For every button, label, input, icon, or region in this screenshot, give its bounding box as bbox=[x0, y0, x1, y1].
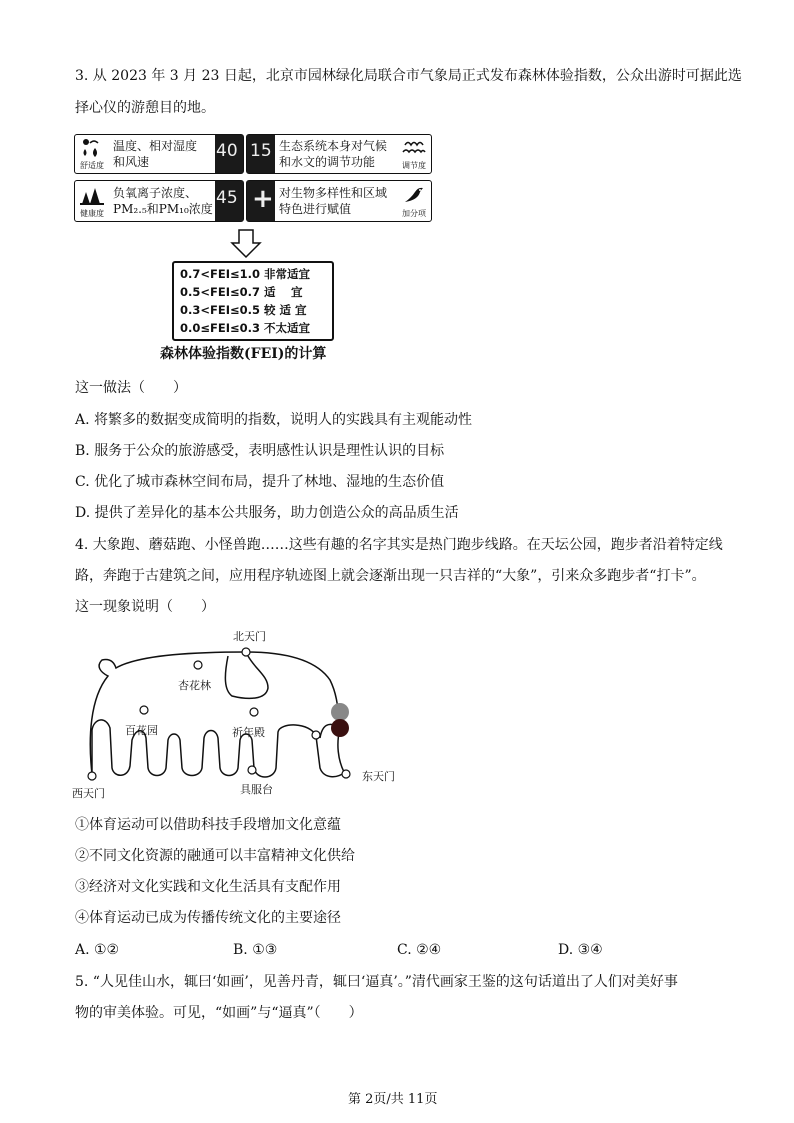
comfort-icon bbox=[77, 137, 107, 159]
q4-line-1: 4. 大象跑、蘑菇跑、小怪兽跑……这些有趣的名字其实是热门跑步线路。在天坛公园，跑步者沿着特定线 bbox=[75, 537, 723, 553]
q3-line-1: 3. 从 2023 年 3 月 23 日起，北京市园林绿化局联合市气象局正式发布森林体验指数，公众出游时可据此选 bbox=[75, 68, 742, 84]
q3-option-a: A. 将繁多的数据变成简明的指数，说明人的实践具有主观能动性 bbox=[75, 412, 473, 428]
comfort-text-2: 和风速 bbox=[113, 155, 150, 169]
down-arrow-icon bbox=[230, 229, 262, 259]
elephant-route-map bbox=[70, 628, 410, 800]
q4-choice-b: B. ①③ bbox=[233, 942, 278, 958]
q3-stem: 这一做法（ ） bbox=[75, 380, 187, 396]
label-hundred-flowers: 百花园 bbox=[125, 724, 158, 737]
fei-level-4: 0.0≤FEI≤0.3 不太适宜 bbox=[180, 321, 311, 335]
q4-statement-1: ①体育运动可以借助科技手段增加文化意蕴 bbox=[75, 817, 341, 833]
label-north-gate: 北天门 bbox=[233, 630, 266, 643]
q4-line-2: 路，奔跑于古建筑之间，应用程序轨迹图上就会逐渐出现一只吉祥的“大象”，引来众多跑步者“打卡”。 bbox=[75, 568, 706, 584]
regulation-text-2: 和水文的调节功能 bbox=[279, 155, 376, 169]
comfort-panel bbox=[74, 134, 244, 174]
q3-line-2: 择心仪的游憩目的地。 bbox=[75, 100, 215, 116]
route-path bbox=[70, 628, 410, 800]
q4-line-3: 这一现象说明（ ） bbox=[75, 599, 215, 615]
label-prayer-hall: 祈年殿 bbox=[232, 726, 265, 739]
regulation-label: 调节度 bbox=[402, 161, 426, 170]
bonus-text-1: 对生物多样性和区域 bbox=[279, 186, 388, 200]
comfort-label: 舒适度 bbox=[80, 161, 104, 170]
q4-statement-4: ④体育运动已成为传播传统文化的主要途径 bbox=[75, 910, 341, 926]
bonus-label: 加分项 bbox=[402, 209, 426, 218]
fei-level-box bbox=[172, 261, 334, 341]
q5-line-1: 5. “人见佳山水，辄曰‘如画’，见善丹青，辄曰‘逼真’。”清代画家王鉴的这句话道出了人们对美好事 bbox=[75, 974, 678, 990]
q3-option-b: B. 服务于公众的旅游感受，表明感性认识是理性认识的目标 bbox=[75, 443, 445, 459]
page-footer: 第 2页/共 11页 bbox=[348, 1092, 438, 1107]
plus-icon: + bbox=[252, 184, 274, 214]
label-east-gate: 东天门 bbox=[362, 770, 395, 783]
fei-caption: 森林体验指数(FEI)的计算 bbox=[160, 346, 327, 362]
bird-icon bbox=[399, 184, 429, 206]
health-weight: 45 bbox=[216, 188, 238, 208]
label-apricot-grove: 杏花林 bbox=[178, 679, 211, 692]
waves-icon bbox=[399, 137, 429, 159]
bonus-text-2: 特色进行赋值 bbox=[279, 202, 352, 216]
health-panel bbox=[74, 180, 244, 222]
trees-icon bbox=[77, 184, 107, 206]
health-text-1: 负氧离子浓度、 bbox=[113, 186, 198, 200]
fei-level-2: 0.5<FEI≤0.7 适 宜 bbox=[180, 285, 303, 299]
comfort-weight: 40 bbox=[216, 141, 238, 161]
bonus-panel bbox=[246, 180, 432, 222]
q3-option-d: D. 提供了差异化的基本公共服务，助力创造公众的高品质生活 bbox=[75, 505, 459, 521]
fei-level-3: 0.3<FEI≤0.5 较 适 宜 bbox=[180, 303, 307, 317]
q4-statement-3: ③经济对文化实践和文化生活具有支配作用 bbox=[75, 879, 341, 895]
fei-level-1: 0.7<FEI≤1.0 非常适宜 bbox=[180, 267, 311, 281]
q5-line-2: 物的审美体验。可见，“如画”与“逼真”（ ） bbox=[75, 1005, 363, 1021]
health-text-2: PM₂.₅和PM₁₀浓度 bbox=[113, 202, 213, 216]
q4-choice-a: A. ①② bbox=[75, 942, 120, 958]
regulation-weight: 15 bbox=[250, 141, 272, 161]
q3-option-c: C. 优化了城市森林空间布局，提升了林地、湿地的生态价值 bbox=[75, 474, 445, 490]
label-west-gate: 西天门 bbox=[72, 787, 105, 800]
q4-statement-2: ②不同文化资源的融通可以丰富精神文化供给 bbox=[75, 848, 355, 864]
regulation-panel bbox=[246, 134, 432, 174]
health-label: 健康度 bbox=[80, 209, 104, 218]
q4-choice-c: C. ②④ bbox=[397, 942, 442, 958]
regulation-text-1: 生态系统本身对气候 bbox=[279, 139, 388, 153]
q4-choice-d: D. ③④ bbox=[558, 942, 603, 958]
comfort-text-1: 温度、相对湿度 bbox=[113, 139, 198, 153]
label-fuyan-terrace: 具服台 bbox=[240, 783, 273, 796]
